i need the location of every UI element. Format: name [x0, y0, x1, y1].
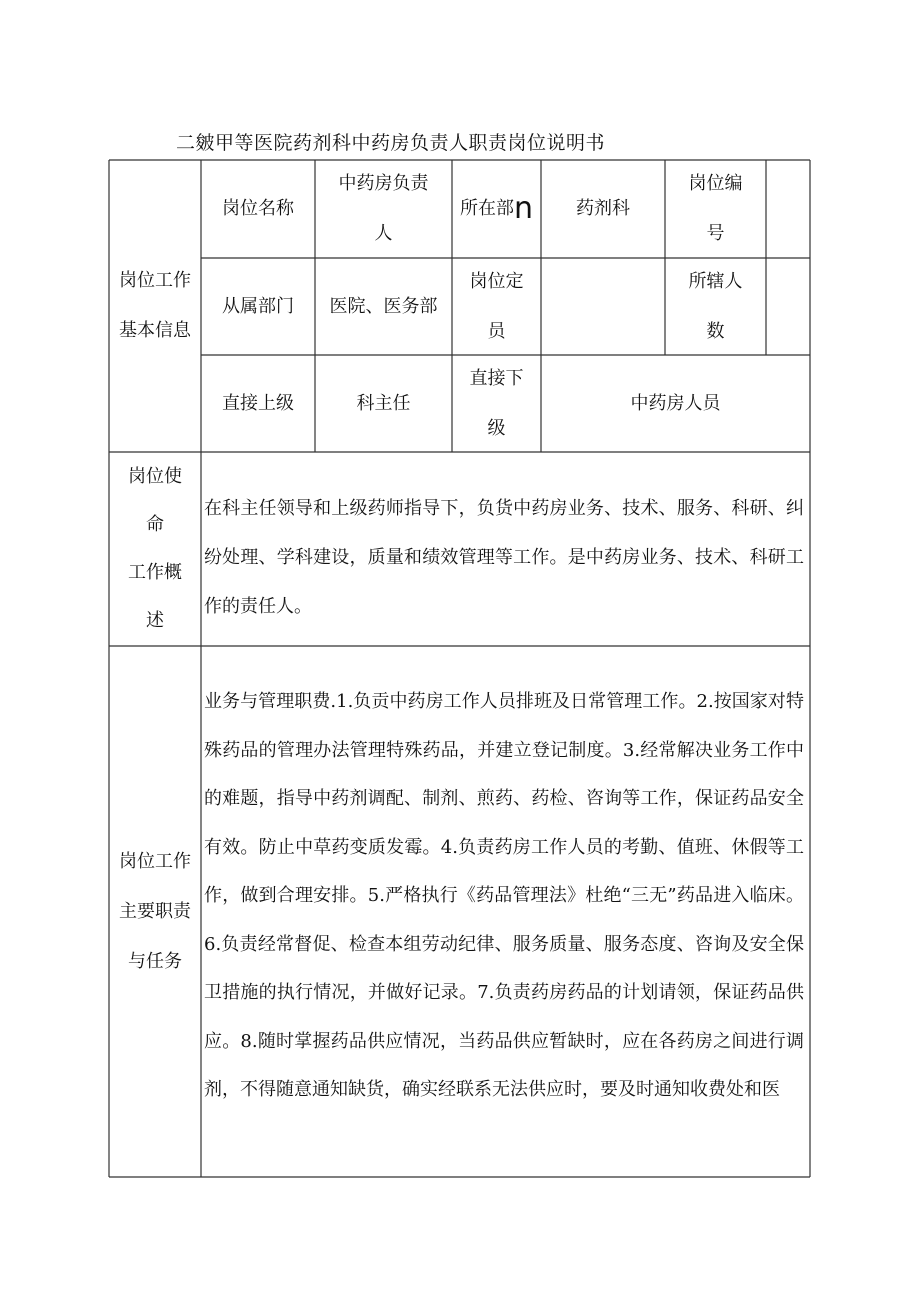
affiliated-department-label: 从属部门: [222, 295, 294, 317]
direct-superior-label: 直接上级: [222, 392, 294, 414]
post-code-label: 岗位编 号: [688, 173, 743, 244]
mission-text: 在科主任领导和上级药师指导下，负货中药房业务、技术、服务、科研、纠纷处理、学科建设，质量和绩效管理等工作。是中药房业务、技术、科研工作的责任人。: [204, 498, 804, 617]
post-name-label: 岗位名称: [222, 198, 294, 219]
department-label-text: 所在部: [459, 198, 514, 219]
mission-section-label: 岗位使 命 工作概 述: [128, 466, 182, 631]
basic-info-section-label: 岗位工作 基本信息: [119, 270, 191, 341]
direct-subordinate-label: 直接下 级: [469, 367, 524, 439]
post-code-value: [767, 161, 809, 257]
department-label: [453, 161, 540, 257]
department-label-tail: n: [513, 191, 533, 226]
staffing-value: [542, 259, 664, 354]
duties-text: 业务与管理职费.1.负贡中药房工作人员排班及日常管理工作。2.按国家对特殊药品的管理办法管理特殊药品，并建立登记制度。3.经常解决业务工作中的难题，指导中药剂调配、制剂、煎药、药检、咨询等工作，保证药品安全有效。防止中草药变质发霉。4.负责药房工作人员的考勤、值班、休假等工作，做到合理安排。5.严格执行《药品管理法》杜绝“三无”药品进入临床。6.负责经常督促、检查本组劳动纪律、服务质量、服务态度、咨询及安全保卫措施的执行情况，并做好记录。7.负责药房药品的计划请领，保证药品供应。8.随时掌握药品供应情况，当药品供应暂缺时，应在各药房之间进行调剂，不得随意通知缺货，确实经联系无法供应时，要及时通知收费处和医: [204, 691, 804, 1100]
department-value: 药剂科: [576, 198, 630, 219]
duties-section-label: 岗位工作 主要职责 与任务: [119, 850, 191, 972]
direct-subordinate-value: 中药房人员: [630, 392, 721, 414]
affiliated-department-value: 医院、医务部: [329, 295, 438, 317]
subordinates-count-value: [767, 259, 809, 354]
document-title: 二皴甲等医院药剂科中药房负责人职责岗位说明书: [176, 132, 606, 154]
post-name-value: 中药房负责 人: [338, 173, 429, 244]
staffing-label: 岗位定 员: [469, 270, 524, 342]
subordinates-count-label: 所辖人 数: [688, 270, 743, 342]
direct-superior-value: 科主任: [356, 392, 411, 414]
